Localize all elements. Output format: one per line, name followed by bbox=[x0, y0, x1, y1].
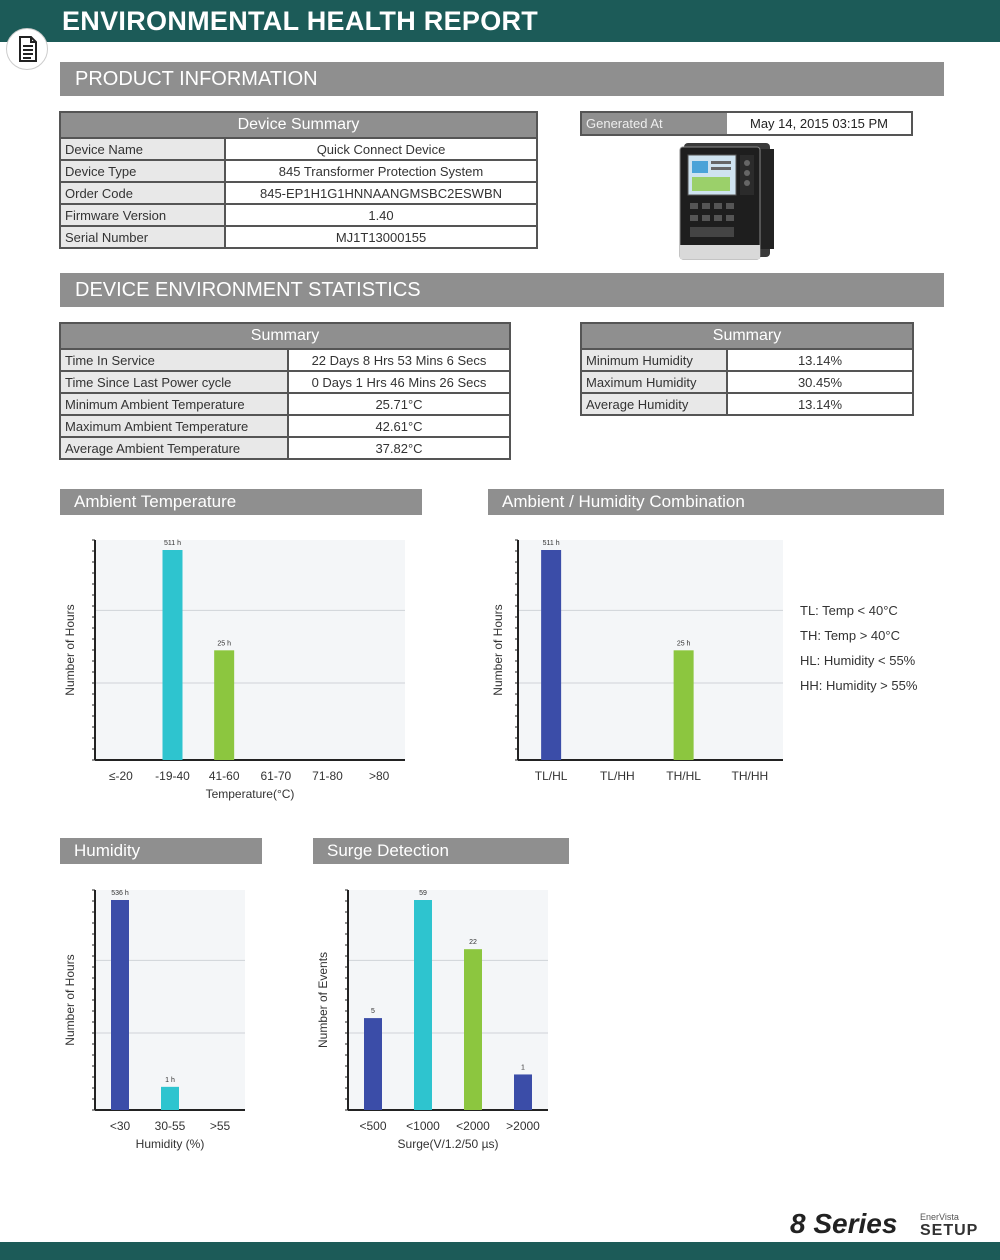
row-key: Serial Number bbox=[60, 226, 225, 248]
row-key: Order Code bbox=[60, 182, 225, 204]
legend-item: HH: Humidity > 55% bbox=[800, 678, 918, 693]
environment-section-header: DEVICE ENVIRONMENT STATISTICS bbox=[60, 273, 944, 307]
environment-summary-title: Summary bbox=[60, 323, 510, 349]
x-tick-label: >55 bbox=[209, 1119, 231, 1133]
table-row bbox=[60, 160, 537, 182]
row-key: Time Since Last Power cycle bbox=[60, 371, 288, 393]
x-axis-label: Humidity (%) bbox=[135, 1137, 205, 1151]
header-bar bbox=[0, 0, 1000, 42]
row-value: 13.14% bbox=[727, 349, 913, 371]
x-tick-label: <500 bbox=[359, 1119, 387, 1133]
table-row bbox=[60, 393, 510, 415]
surge-chart-header: Surge Detection bbox=[313, 838, 569, 864]
table-row bbox=[60, 204, 537, 226]
generated-at-value: May 14, 2015 03:15 PM bbox=[749, 116, 889, 131]
environment-summary-table bbox=[59, 322, 511, 460]
ambient-temperature-chart bbox=[60, 530, 410, 815]
bar-value-label: 511 h bbox=[164, 540, 181, 547]
row-value: 42.61°C bbox=[288, 415, 510, 437]
device-image bbox=[678, 141, 776, 261]
x-tick-label: TL/HL bbox=[534, 769, 568, 783]
brand-big: SETUP bbox=[920, 1222, 979, 1239]
bar-value-label: 25 h bbox=[676, 640, 691, 648]
x-axis-label: Surge(V/1.2/50 µs) bbox=[397, 1137, 499, 1151]
bar bbox=[111, 900, 129, 1110]
bar bbox=[541, 550, 561, 760]
row-key: Firmware Version bbox=[60, 204, 225, 226]
row-key: Average Humidity bbox=[581, 393, 727, 415]
bar bbox=[364, 1018, 382, 1110]
generated-at-label: Generated At bbox=[582, 113, 727, 134]
bar-value-label: 25 h bbox=[217, 640, 231, 648]
x-tick-label: 61-70 bbox=[260, 769, 292, 783]
row-value: Quick Connect Device bbox=[225, 138, 537, 160]
row-key: Device Name bbox=[60, 138, 225, 160]
table-row bbox=[60, 437, 510, 459]
bar bbox=[464, 949, 482, 1110]
x-axis-label: Temperature(°C) bbox=[205, 787, 295, 801]
table-row bbox=[60, 371, 510, 393]
x-tick-label: TH/HL bbox=[666, 769, 701, 783]
bar bbox=[674, 650, 694, 760]
x-tick-label: <1000 bbox=[406, 1119, 440, 1133]
x-tick-label: >80 bbox=[368, 769, 390, 783]
y-axis-label: Number of Hours bbox=[63, 604, 77, 696]
row-value: 30.45% bbox=[727, 371, 913, 393]
row-key: Maximum Humidity bbox=[581, 371, 727, 393]
y-axis-label: Number of Events bbox=[316, 951, 330, 1049]
table-row bbox=[60, 226, 537, 248]
table-row bbox=[60, 138, 537, 160]
x-tick-label: ≤-20 bbox=[108, 769, 133, 783]
row-key: Minimum Ambient Temperature bbox=[60, 393, 288, 415]
row-key: Maximum Ambient Temperature bbox=[60, 415, 288, 437]
bar bbox=[214, 650, 234, 760]
device-summary-table bbox=[59, 111, 538, 249]
bar bbox=[414, 900, 432, 1110]
x-tick-label: -19-40 bbox=[155, 769, 190, 783]
brand-small: EnerVista bbox=[920, 1212, 959, 1222]
row-value: 845-EP1H1G1HNNAANGMSBC2ESWBN bbox=[225, 182, 537, 204]
row-key: Device Type bbox=[60, 160, 225, 182]
row-value: 25.71°C bbox=[288, 393, 510, 415]
table-row bbox=[60, 182, 537, 204]
ambient-humidity-chart bbox=[488, 530, 788, 815]
bar-value-label: 1 h bbox=[165, 1076, 175, 1084]
x-tick-label: TL/HH bbox=[600, 769, 635, 783]
row-value: 1.40 bbox=[225, 204, 537, 226]
y-axis-label: Number of Hours bbox=[491, 604, 505, 696]
bar-value-label: 536 h bbox=[111, 890, 129, 897]
bar-value-label: 1 bbox=[521, 1064, 525, 1072]
humidity-chart bbox=[60, 880, 250, 1165]
row-value: 37.82°C bbox=[288, 437, 510, 459]
x-tick-label: <30 bbox=[109, 1119, 131, 1133]
bar-value-label: 59 bbox=[419, 890, 427, 897]
bar bbox=[514, 1074, 532, 1110]
report-title: ENVIRONMENTAL HEALTH REPORT bbox=[62, 6, 539, 36]
legend-item: TH: Temp > 40°C bbox=[800, 628, 900, 643]
x-tick-label: TH/HH bbox=[731, 769, 769, 783]
bar-value-label: 22 bbox=[469, 939, 477, 947]
table-row bbox=[581, 393, 913, 415]
product-section-header: PRODUCT INFORMATION bbox=[60, 62, 944, 96]
row-key: Time In Service bbox=[60, 349, 288, 371]
combo-chart-header: Ambient / Humidity Combination bbox=[488, 489, 944, 515]
row-key: Average Ambient Temperature bbox=[60, 437, 288, 459]
table-row bbox=[60, 415, 510, 437]
row-value: 13.14% bbox=[727, 393, 913, 415]
row-value: 22 Days 8 Hrs 53 Mins 6 Secs bbox=[288, 349, 510, 371]
bar-value-label: 511 h bbox=[542, 540, 560, 547]
brand-series: 8 Series bbox=[790, 1208, 898, 1239]
plot-area bbox=[95, 540, 405, 760]
brand-logo bbox=[920, 1212, 978, 1240]
bar bbox=[161, 1087, 179, 1110]
bar-value-label: 5 bbox=[371, 1008, 375, 1016]
x-tick-label: 41-60 bbox=[208, 769, 240, 783]
legend-item: HL: Humidity < 55% bbox=[800, 653, 916, 668]
x-tick-label: <2000 bbox=[456, 1119, 490, 1133]
row-value: MJ1T13000155 bbox=[225, 226, 537, 248]
table-row bbox=[581, 349, 913, 371]
row-value: 0 Days 1 Hrs 46 Mins 26 Secs bbox=[288, 371, 510, 393]
generated-at-box bbox=[580, 111, 913, 136]
legend-item: TL: Temp < 40°C bbox=[800, 603, 898, 618]
footer-bar bbox=[0, 1242, 1000, 1260]
humidity-summary-title: Summary bbox=[581, 323, 913, 349]
row-value: 845 Transformer Protection System bbox=[225, 160, 537, 182]
row-key: Minimum Humidity bbox=[581, 349, 727, 371]
bar bbox=[163, 550, 183, 760]
table-row bbox=[60, 349, 510, 371]
document-icon bbox=[6, 28, 48, 70]
humidity-summary-table bbox=[580, 322, 914, 416]
combo-legend bbox=[800, 598, 917, 698]
x-tick-label: 30-55 bbox=[154, 1119, 186, 1133]
y-axis-label: Number of Hours bbox=[63, 954, 77, 1046]
surge-detection-chart bbox=[313, 880, 558, 1165]
ambient-chart-header: Ambient Temperature bbox=[60, 489, 422, 515]
table-row bbox=[581, 371, 913, 393]
x-tick-label: >2000 bbox=[506, 1119, 540, 1133]
humidity-chart-header: Humidity bbox=[60, 838, 262, 864]
device-summary-title: Device Summary bbox=[60, 112, 537, 138]
x-tick-label: 71-80 bbox=[312, 769, 343, 783]
